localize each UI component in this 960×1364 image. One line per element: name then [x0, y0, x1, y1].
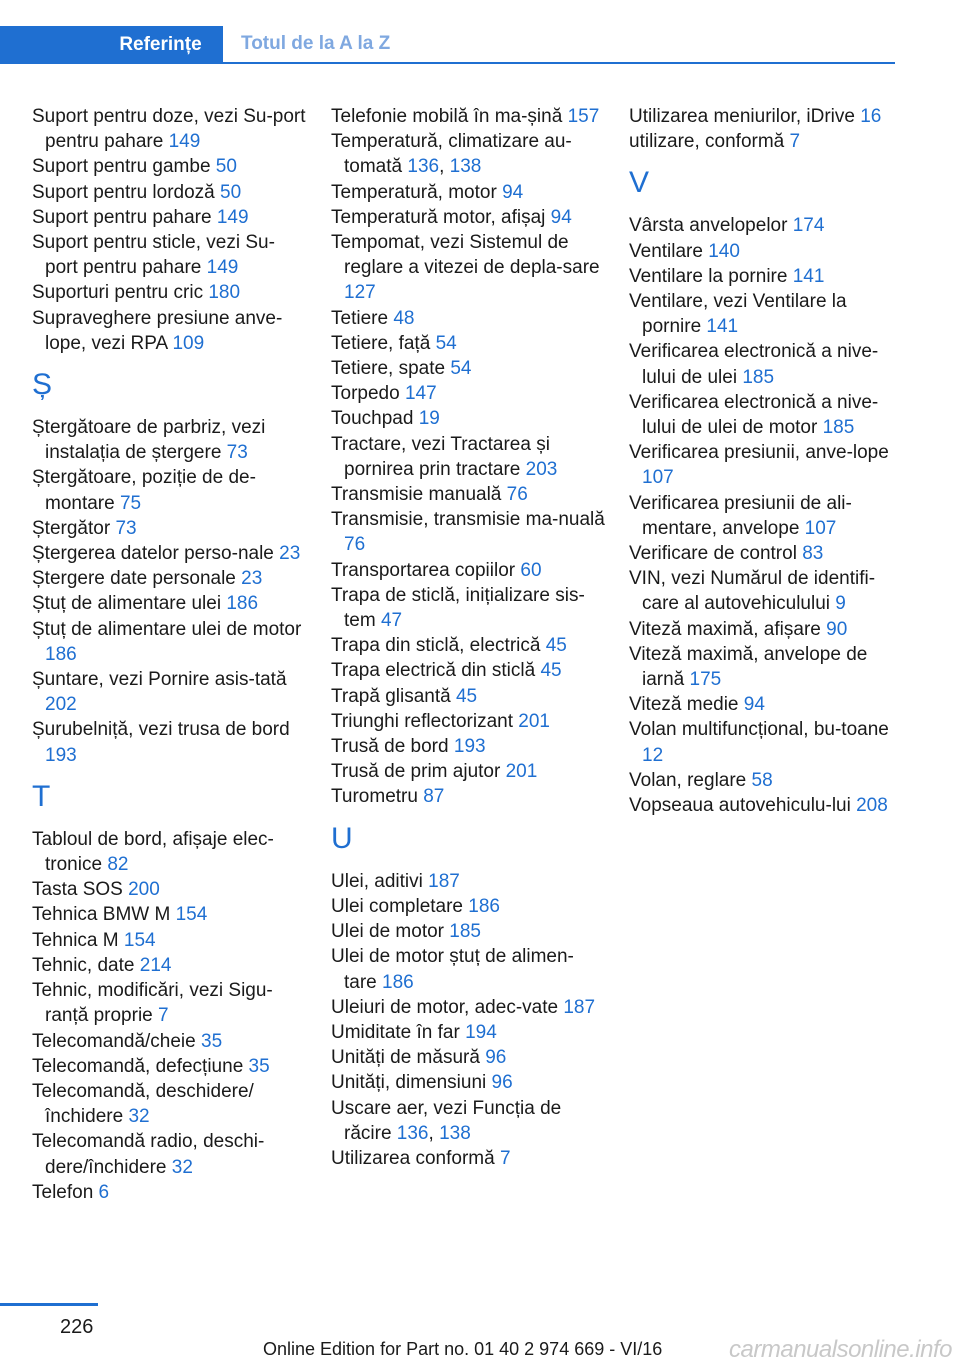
- page-link[interactable]: 96: [491, 1072, 513, 1094]
- entry-term: Trapa de sticlă, inițializare sis-tem: [331, 584, 585, 632]
- page-link[interactable]: 73: [115, 517, 137, 539]
- index-entry: [32, 306, 307, 356]
- page-link[interactable]: 140: [708, 240, 740, 262]
- index-entry: [32, 205, 307, 230]
- page-link[interactable]: 73: [226, 442, 248, 464]
- index-entry: [32, 902, 307, 927]
- entry-term: Temperatură motor, afișaj: [331, 206, 551, 228]
- page-link[interactable]: 76: [506, 484, 528, 506]
- tab-references[interactable]: Referințe: [98, 26, 223, 64]
- index-entry: [32, 1129, 307, 1179]
- index-entry: [331, 684, 606, 709]
- index-entry: [331, 734, 606, 759]
- entry-term: Verificare de control: [629, 543, 803, 565]
- index-entry: [331, 205, 606, 230]
- page-link[interactable]: 154: [123, 929, 156, 951]
- page-link[interactable]: 187: [563, 996, 596, 1018]
- index-entry: [331, 633, 606, 658]
- page-link[interactable]: 94: [743, 694, 765, 716]
- index-entry: [32, 230, 307, 280]
- entry-term: Ulei de motor: [331, 921, 450, 943]
- entry-term: Suport pentru lordoză: [32, 181, 221, 203]
- entry-term: Tetiere: [331, 307, 394, 329]
- entry-term: Tetiere, față: [331, 332, 436, 354]
- section-letter: T: [32, 779, 51, 813]
- page-link[interactable]: 203: [525, 458, 558, 480]
- page-link[interactable]: 185: [449, 921, 481, 943]
- page-link[interactable]: 107: [804, 517, 837, 539]
- page-link[interactable]: 54: [450, 358, 472, 380]
- index-entry: [331, 919, 606, 944]
- entry-term: Tractare, vezi Tractarea și pornirea prin tractare: [331, 433, 550, 480]
- index-entry: [32, 415, 307, 465]
- index-entry: [629, 491, 904, 541]
- page-link[interactable]: 23: [279, 543, 301, 565]
- page-link[interactable]: 32: [128, 1106, 150, 1128]
- page-link[interactable]: 7: [499, 1147, 511, 1169]
- page-link[interactable]: 96: [485, 1047, 507, 1069]
- index-entry: [629, 768, 904, 793]
- page-link[interactable]: 186: [468, 895, 500, 917]
- entry-term: Temperatură, climatizare au-tomată: [331, 131, 572, 178]
- index-entry: [331, 583, 606, 633]
- entry-term: Triunghi reflectorizant: [331, 710, 519, 732]
- page-link[interactable]: 94: [502, 181, 524, 203]
- page-link[interactable]: 7: [789, 131, 801, 153]
- index-entry: [629, 566, 904, 616]
- page-link[interactable]: 35: [248, 1055, 270, 1077]
- edition-note: Online Edition for Part no. 01 40 2 974 669 - VI/16: [263, 1339, 663, 1359]
- index-entry: [629, 239, 904, 264]
- section-letter: U: [331, 821, 353, 855]
- entry-term: Telefonie mobilă în ma-șină: [331, 106, 568, 127]
- entry-term: Ștergerea datelor perso-nale: [32, 543, 280, 565]
- index-entry: [331, 995, 606, 1020]
- index-entry: [629, 717, 904, 767]
- entry-term: Ștuț de alimentare ulei de motor: [32, 618, 302, 640]
- entry-term: Ștergătoare, poziție de de-montare: [32, 467, 256, 514]
- page-link[interactable]: 16: [860, 106, 882, 127]
- page-link[interactable]: 149: [216, 206, 249, 228]
- index-entry: [331, 406, 606, 431]
- page-link[interactable]: 83: [802, 543, 824, 565]
- index-entry: [32, 617, 307, 667]
- entry-term: Vopseaua autovehiculu-lui: [629, 795, 857, 817]
- index-entry: [629, 129, 904, 154]
- entry-term: Volan, reglare: [629, 769, 752, 791]
- page-separator: ,: [428, 1122, 440, 1144]
- index-entry: [629, 692, 904, 717]
- index-entry: [629, 440, 904, 490]
- index-entry: [629, 642, 904, 692]
- header-accent: [0, 26, 98, 64]
- index-entry: [32, 180, 307, 205]
- entry-term: Transportarea copiilor: [331, 559, 521, 581]
- page-link[interactable]: 127: [344, 282, 376, 304]
- index-entry: [331, 709, 606, 734]
- page-link[interactable]: 180: [208, 282, 241, 304]
- entry-term: Umiditate în far: [331, 1021, 466, 1043]
- entry-term: Suport pentru gambe: [32, 156, 216, 178]
- entry-term: Supraveghere presiune anve-lope, vezi RPA: [32, 307, 283, 354]
- index-entry: [331, 482, 606, 507]
- page-link[interactable]: 186: [226, 593, 259, 615]
- index-entry: [331, 784, 606, 809]
- index-entry: [331, 1020, 606, 1045]
- entry-term: Telecomandă/cheie: [32, 1030, 201, 1052]
- entry-term: Trusă de bord: [331, 736, 454, 758]
- entry-term: VIN, vezi Numărul de identifi-care al autovehiculului: [629, 568, 876, 615]
- index-entry: [331, 944, 606, 994]
- page-link[interactable]: 149: [206, 257, 239, 279]
- index-column-1: [32, 104, 307, 1205]
- tab-a-to-z[interactable]: Totul de la A la Z: [241, 33, 391, 54]
- index-entry: [331, 1096, 606, 1146]
- entry-term: Temperatură, motor: [331, 181, 503, 203]
- page-link[interactable]: 174: [792, 215, 825, 237]
- footer-rule: [0, 1303, 98, 1306]
- entry-term: Tehnic, date: [32, 954, 140, 976]
- page-link[interactable]: 200: [128, 879, 160, 901]
- index-entry: [32, 928, 307, 953]
- index-entry: [629, 541, 904, 566]
- page-link[interactable]: 208: [856, 795, 888, 817]
- page-link[interactable]: 186: [45, 643, 77, 665]
- entry-term: Ventilare: [629, 240, 709, 262]
- index-entry: [32, 280, 307, 305]
- index-entry: [32, 1079, 307, 1129]
- entry-term: Verificarea electronică a nive-lului de ulei: [629, 341, 879, 388]
- page-link[interactable]: 47: [380, 610, 403, 632]
- page-link[interactable]: 194: [465, 1021, 497, 1043]
- index-entry: [331, 869, 606, 894]
- index-entry: [331, 1146, 606, 1171]
- entry-term: Trapă glisantă: [331, 685, 456, 707]
- page-link[interactable]: 202: [45, 694, 77, 716]
- entry-term: Torpedo: [331, 383, 405, 405]
- entry-term: Verificarea presiunii de ali-mentare, anvelope: [629, 492, 852, 539]
- entry-term: Tabloul de bord, afișaje elec-tronice: [32, 828, 274, 876]
- page-link[interactable]: 19: [418, 408, 440, 430]
- page-link[interactable]: 87: [423, 786, 445, 808]
- entry-term: Volan multifuncțional, bu-toane: [629, 719, 889, 741]
- entry-term: Viteză medie: [629, 694, 744, 716]
- entry-term: Ulei de motor ștuț de alimen-tare: [331, 946, 574, 993]
- page-link[interactable]: 45: [540, 660, 562, 682]
- entry-term: Ulei completare: [331, 895, 469, 917]
- entry-term: Telecomandă radio, deschi-dere/închidere: [32, 1131, 265, 1178]
- index-entry: [629, 390, 904, 440]
- page-link[interactable]: 149: [168, 131, 201, 153]
- page-link[interactable]: 50: [220, 181, 242, 203]
- page-link[interactable]: 175: [689, 669, 722, 691]
- page-link[interactable]: 50: [215, 156, 237, 178]
- entry-term: Transmisie manuală: [331, 484, 507, 506]
- entry-term: Tehnica BMW M: [32, 904, 176, 926]
- page-link[interactable]: 75: [119, 492, 142, 514]
- page-link[interactable]: 109: [172, 332, 205, 354]
- index-entry: [331, 1070, 606, 1095]
- page-link[interactable]: 94: [550, 206, 572, 228]
- index-entry: [331, 306, 606, 331]
- page-link[interactable]: 6: [98, 1181, 110, 1203]
- page-link[interactable]: 147: [404, 383, 437, 405]
- index-column-2: [331, 104, 606, 1171]
- index-entry: [32, 1180, 307, 1205]
- page-link[interactable]: 193: [453, 736, 486, 758]
- entry-term: Suporturi pentru cric: [32, 282, 209, 304]
- page-number: 226: [60, 1316, 94, 1338]
- entry-term: Suport pentru doze, vezi Su-port pentru pahare: [32, 106, 306, 153]
- index-entry: [629, 264, 904, 289]
- index-entry: [629, 793, 904, 818]
- entry-term: Tasta SOS: [32, 879, 129, 901]
- entry-term: Ventilare la pornire: [629, 265, 793, 287]
- page-link[interactable]: 185: [822, 417, 855, 439]
- entry-term: Ștergere date personale: [32, 568, 242, 590]
- index-entry: [32, 827, 307, 877]
- page-link[interactable]: 136: [396, 1122, 429, 1144]
- page-link[interactable]: 12: [642, 744, 664, 766]
- page-link[interactable]: 35: [201, 1030, 223, 1052]
- index-entry: [331, 230, 606, 306]
- page-link[interactable]: 201: [505, 761, 538, 783]
- index-entry: [32, 978, 307, 1028]
- page-link[interactable]: 82: [107, 854, 129, 876]
- entry-term: Viteză maximă, afișare: [629, 618, 827, 640]
- index-entry: [331, 331, 606, 356]
- entry-term: Viteză maximă, anvelope de iarnă: [629, 643, 868, 691]
- entry-term: Tehnic, modificări, vezi Sigu-ranță proprie: [32, 980, 273, 1027]
- index-entry: [32, 877, 307, 902]
- entry-term: Tetiere, spate: [331, 358, 451, 380]
- entry-term: Trapa electrică din sticlă: [331, 660, 541, 682]
- page-link[interactable]: 58: [751, 769, 773, 791]
- entry-term: Turometru: [331, 786, 424, 808]
- watermark: carmanualsonline.info: [729, 1336, 952, 1363]
- entry-term: utilizare, conformă: [629, 131, 790, 153]
- entry-term: Ventilare, vezi Ventilare la pornire: [629, 291, 847, 338]
- page-link[interactable]: 45: [545, 635, 567, 657]
- entry-term: Tempomat, vezi Sistemul de reglare a vitezei de depla-sare: [331, 232, 600, 279]
- entry-term: Suport pentru pahare: [32, 206, 217, 228]
- index-entry: [331, 1045, 606, 1070]
- entry-term: Uscare aer, vezi Funcția de răcire: [331, 1097, 562, 1144]
- entry-term: Ștuț de alimentare ulei: [32, 593, 227, 615]
- entry-term: Telecomandă, defecțiune: [32, 1055, 249, 1077]
- entry-term: Trapa din sticlă, electrică: [331, 635, 546, 657]
- index-entry: [32, 541, 307, 566]
- index-entry: [32, 516, 307, 541]
- page-link[interactable]: 48: [393, 307, 415, 329]
- page-link[interactable]: 193: [45, 744, 77, 766]
- page-link[interactable]: 185: [742, 366, 775, 388]
- index-entry: [32, 717, 307, 767]
- index-entry: [32, 953, 307, 978]
- index-entry: [32, 1029, 307, 1054]
- page-link[interactable]: 54: [435, 332, 457, 354]
- index-column-3: [629, 104, 904, 818]
- entry-term: Verificarea electronică a nive-lului de ulei de motor: [629, 391, 879, 439]
- entry-term: Ștergătoare de parbriz, vezi instalația de ștergere: [32, 417, 266, 464]
- page-link[interactable]: 201: [518, 710, 550, 732]
- page-link[interactable]: 186: [382, 971, 414, 993]
- page-link[interactable]: 138: [449, 156, 482, 178]
- header-rule: [0, 62, 895, 64]
- entry-term: Tehnica M: [32, 929, 124, 951]
- index-entry: [331, 759, 606, 784]
- page-link[interactable]: 9: [835, 593, 846, 615]
- page-link[interactable]: 32: [171, 1156, 193, 1178]
- page-link[interactable]: 136: [407, 156, 440, 178]
- entry-term: Vârsta anvelopelor: [629, 215, 793, 237]
- index-entry: [331, 180, 606, 205]
- entry-term: Ulei, aditivi: [331, 870, 429, 892]
- entry-term: Utilizarea conformă: [331, 1147, 500, 1169]
- index-entry: [331, 432, 606, 482]
- entry-term: Telefon: [32, 1181, 99, 1203]
- page-link[interactable]: 138: [439, 1122, 471, 1144]
- index-entry: [629, 213, 904, 238]
- index-entry: [331, 356, 606, 381]
- index-entry: [629, 104, 904, 129]
- page-link[interactable]: 90: [826, 618, 848, 640]
- page-link[interactable]: 7: [158, 1005, 169, 1027]
- index-entry: [331, 381, 606, 406]
- entry-term: Unități, dimensiuni: [331, 1072, 492, 1094]
- entry-term: Unități de măsură: [331, 1047, 486, 1069]
- page-link[interactable]: 157: [567, 106, 600, 127]
- section-letter: V: [629, 166, 650, 200]
- index-entry: [32, 465, 307, 515]
- index-entry: [629, 289, 904, 339]
- index-entry: [32, 566, 307, 591]
- entry-term: Transmisie, transmisie ma-nuală: [331, 509, 605, 531]
- index-entry: [32, 154, 307, 179]
- entry-term: Trusă de prim ajutor: [331, 761, 506, 783]
- page-link[interactable]: 23: [241, 568, 263, 590]
- section-letter: Ș: [32, 368, 53, 402]
- index-entry: [32, 1054, 307, 1079]
- page-link[interactable]: 76: [344, 534, 366, 556]
- page-link[interactable]: 45: [455, 685, 478, 707]
- index-entry: [32, 591, 307, 616]
- page-separator: ,: [439, 156, 450, 178]
- entry-term: Ștergător: [32, 517, 116, 539]
- page-link[interactable]: 141: [792, 265, 825, 287]
- entry-term: Verificarea presiunii, anve-lope: [629, 442, 889, 464]
- entry-term: Telecomandă, deschidere/închidere: [32, 1080, 254, 1128]
- page-link[interactable]: 141: [706, 316, 739, 338]
- page-link[interactable]: 214: [139, 954, 172, 976]
- page-link[interactable]: 154: [175, 904, 208, 926]
- index-entry: [331, 658, 606, 683]
- index-entry: [32, 667, 307, 717]
- entry-term: Șuntare, vezi Pornire asis-tată: [32, 669, 287, 691]
- entry-term: Uleiuri de motor, adec-vate: [331, 996, 564, 1018]
- index-entry: [331, 894, 606, 919]
- index-entry: [629, 617, 904, 642]
- index-entry: [32, 104, 307, 154]
- page-link[interactable]: 107: [642, 467, 674, 489]
- index-entry: [629, 339, 904, 389]
- page-link[interactable]: 187: [428, 870, 460, 892]
- index-entry: [331, 558, 606, 583]
- index-entry: [331, 129, 606, 179]
- entry-term: Utilizarea meniurilor, iDrive: [629, 106, 861, 127]
- index-entry: [331, 104, 606, 129]
- header-bar: [0, 26, 895, 64]
- entry-term: Șurubelniță, vezi trusa de bord: [32, 719, 290, 741]
- index-entry: [331, 507, 606, 557]
- entry-term: Touchpad: [331, 408, 419, 430]
- page-link[interactable]: 60: [520, 559, 542, 581]
- entry-term: Suport pentru sticle, vezi Su-port pentru pahare: [32, 232, 275, 279]
